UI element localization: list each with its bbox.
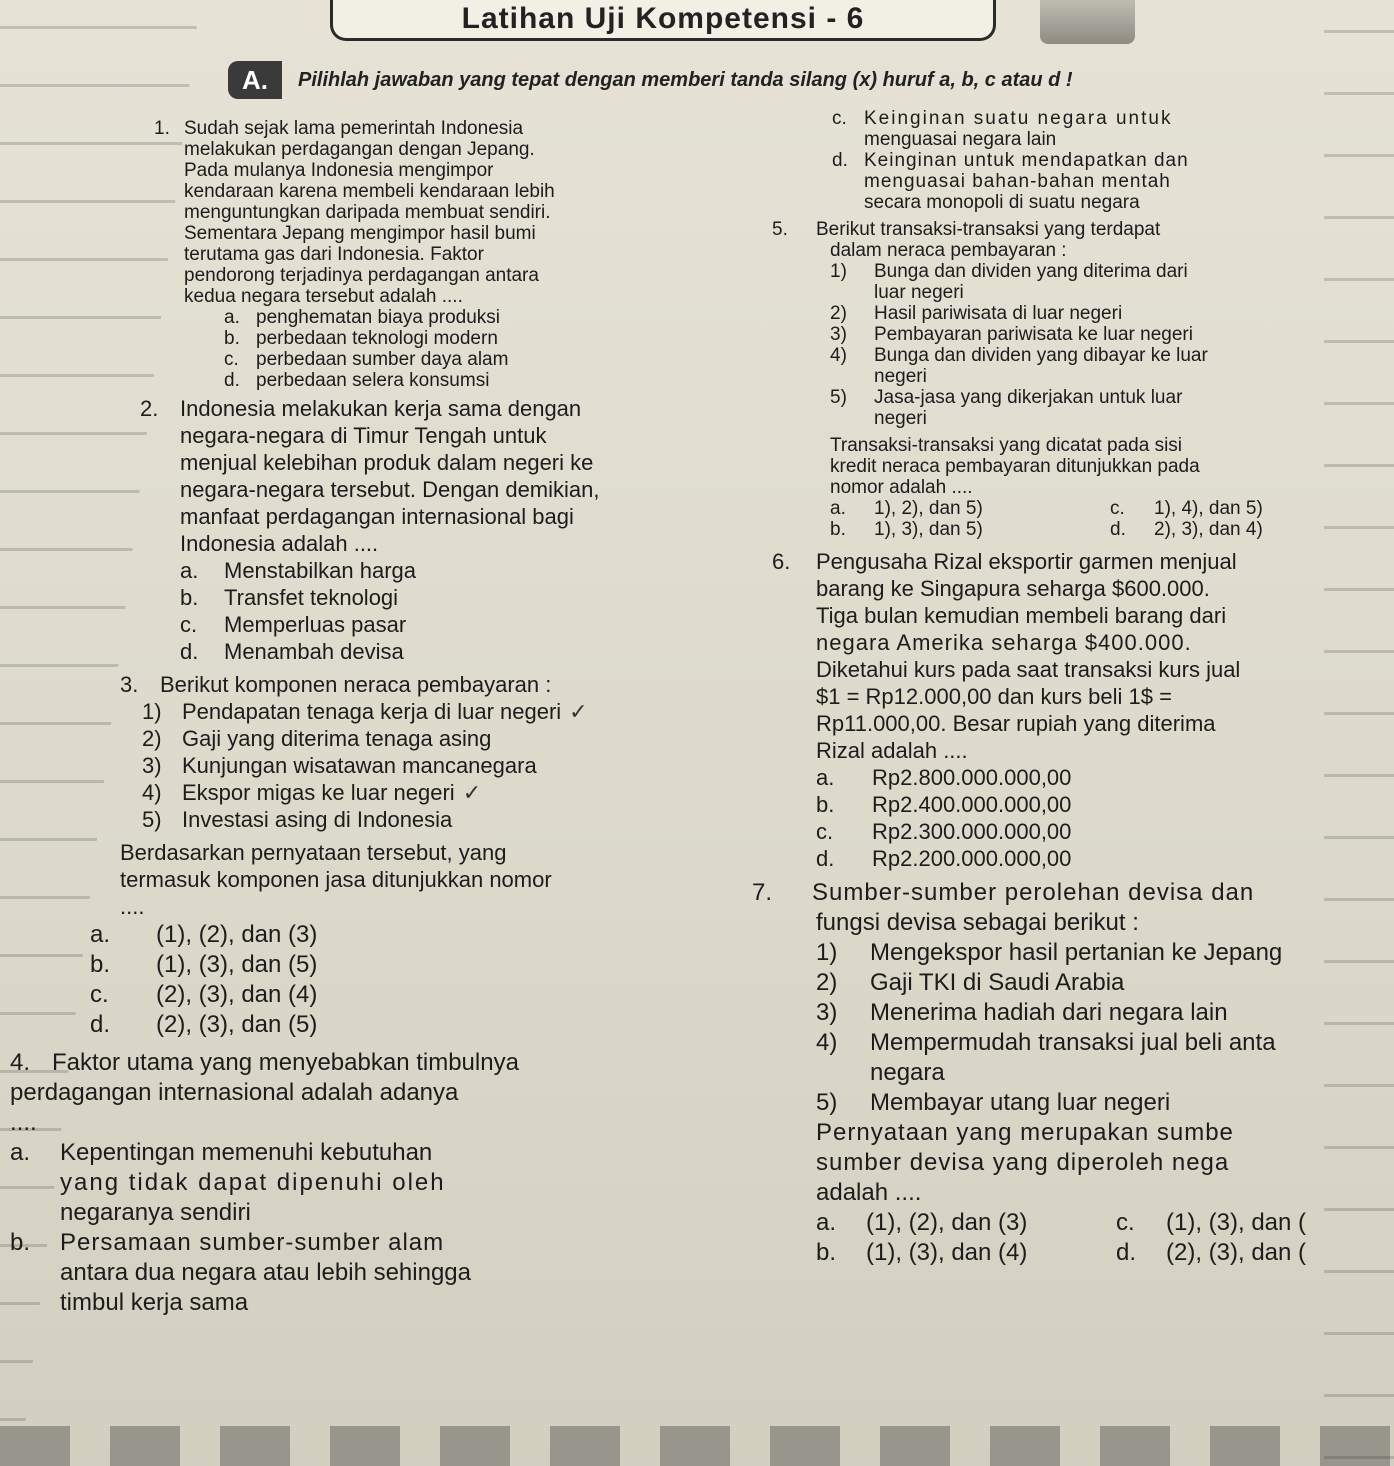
- list-item: 2) Gaji yang diterima tenaga asing: [142, 726, 492, 751]
- answer-option-a[interactable]: a. penghematan biaya produksi: [224, 307, 501, 328]
- list-item: 5) Membayar utang luar negeri: [816, 1089, 1171, 1116]
- answer-option-d[interactable]: d. Keinginan untuk mendapatkan dan menguasai bahan-bahan mentah secara monopoli di suatu negara: [832, 150, 1189, 213]
- computer-illustration: [1040, 0, 1135, 44]
- question-stem: fungsi devisa sebagai berikut :: [816, 909, 1139, 936]
- question-stem: menguntungkan daripada membuat sendiri.: [184, 202, 551, 223]
- question-number: 2.: [140, 396, 159, 421]
- border-decoration-bottom: [0, 1426, 1394, 1466]
- answer-option-a[interactable]: a. (1), (2), dan (3): [90, 921, 318, 948]
- question-stem: sumber devisa yang diperoleh nega: [816, 1149, 1230, 1176]
- list-item: 5) Jasa-jasa yang dikerjakan untuk luar negeri: [830, 387, 1183, 429]
- section-instruction: [228, 58, 1358, 102]
- question-stem: negara-negara tersebut. Dengan demikian,: [180, 477, 600, 502]
- question-stem: Pengusaha Rizal eksportir garmen menjual: [816, 549, 1237, 574]
- question-stem: pendorong terjadinya perdagangan antara: [184, 265, 539, 286]
- answer-option-c[interactable]: c. perbedaan sumber daya alam: [224, 349, 509, 370]
- question-stem: negara Amerika seharga $400.000.: [816, 630, 1192, 655]
- list-item: 2) Gaji TKI di Saudi Arabia: [816, 969, 1125, 996]
- answer-option-a[interactable]: a. Menstabilkan harga: [180, 558, 417, 583]
- question-stem: menjual kelebihan produk dalam negeri ke: [180, 450, 594, 475]
- question-number: 1.: [154, 118, 170, 139]
- question-stem: Sumber-sumber perolehan devisa dan: [812, 879, 1255, 906]
- answer-option-b[interactable]: b. (1), (3), dan (4): [816, 1239, 1028, 1266]
- question-stem: dalam neraca pembayaran :: [830, 240, 1067, 261]
- question-number: 6.: [772, 549, 791, 574]
- question-stem: ....: [120, 894, 145, 919]
- check-mark-icon: ✓: [569, 699, 588, 724]
- question-stem: barang ke Singapura seharga $600.000.: [816, 576, 1210, 601]
- answer-option-c[interactable]: c. Rp2.300.000.000,00: [816, 819, 1072, 844]
- question-number: 3.: [120, 672, 139, 697]
- answer-option-c[interactable]: c. 1), 4), dan 5): [1110, 498, 1263, 519]
- right-column: [752, 108, 1382, 1272]
- question-stem: Indonesia melakukan kerja sama dengan: [180, 396, 582, 421]
- list-item: 1) Mengekspor hasil pertanian ke Jepang: [816, 939, 1283, 966]
- question-stem: Transaksi-transaksi yang dicatat pada sisi: [830, 435, 1183, 456]
- question-stem: Pada mulanya Indonesia mengimpor: [184, 160, 494, 181]
- list-item: 4) Ekspor migas ke luar negeri ✓: [142, 780, 482, 805]
- question-stem: Rp11.000,00. Besar rupiah yang diterima: [816, 711, 1216, 736]
- question-stem: Rizal adalah ....: [816, 738, 968, 763]
- question-stem: Tiga bulan kemudian membeli barang dari: [816, 603, 1227, 628]
- question-stem: Faktor utama yang menyebabkan timbulnya: [52, 1049, 519, 1076]
- question-stem: Berikut komponen neraca pembayaran :: [160, 672, 552, 697]
- question-stem: Sementara Jepang mengimpor hasil bumi: [184, 223, 536, 244]
- instruction-text: Pilihlah jawaban yang tepat dengan memberi tanda silang (x) huruf a, b, c atau d !: [298, 68, 1073, 91]
- question-4-continued: [832, 108, 1382, 213]
- question-stem: Indonesia adalah ....: [180, 531, 379, 556]
- question-stem: kredit neraca pembayaran ditunjukkan pada: [830, 456, 1200, 477]
- question-6: [772, 548, 1382, 872]
- question-5: [772, 219, 1382, 540]
- question-stem: melakukan perdagangan dengan Jepang.: [184, 139, 535, 160]
- question-stem: negara-negara di Timur Tengah untuk: [180, 423, 547, 448]
- answer-option-a[interactable]: a. (1), (2), dan (3): [816, 1209, 1028, 1236]
- answer-option-d[interactable]: d. 2), 3), dan 4): [1110, 519, 1263, 540]
- answer-option-b[interactable]: b. Persamaan sumber-sumber alam antara dua negara atau lebih sehingga timbul kerja sama: [10, 1229, 471, 1316]
- question-stem: Diketahui kurs pada saat transaksi kurs jual: [816, 657, 1241, 682]
- question-4: [10, 1048, 740, 1318]
- list-item: 5) Investasi asing di Indonesia: [142, 807, 453, 832]
- answer-option-d[interactable]: d. (2), (3), dan (5): [90, 1011, 318, 1038]
- question-stem: Berdasarkan pernyataan tersebut, yang: [120, 840, 507, 865]
- answer-option-b[interactable]: b. perbedaan teknologi modern: [224, 328, 498, 349]
- question-stem: Berikut transaksi-transaksi yang terdapat: [816, 219, 1161, 240]
- page-title: Latihan Uji Kompetensi - 6: [461, 2, 865, 35]
- answer-option-a[interactable]: a. Kepentingan memenuhi kebutuhan yang tidak dapat dipenuhi oleh negaranya sendiri: [10, 1139, 446, 1226]
- list-item: 3) Kunjungan wisatawan mancanegara: [142, 753, 537, 778]
- question-stem: ....: [10, 1109, 37, 1136]
- question-stem: manfaat perdagangan internasional bagi: [180, 504, 574, 529]
- list-item: 1) Bunga dan dividen yang diterima dari luar negeri: [830, 261, 1188, 303]
- answer-option-c[interactable]: c. Memperluas pasar: [180, 612, 407, 637]
- answer-option-d[interactable]: d. Menambah devisa: [180, 639, 404, 664]
- question-3: [90, 671, 740, 1040]
- list-item: 4) Mempermudah transaksi jual beli anta negara: [816, 1029, 1276, 1086]
- question-stem: adalah ....: [816, 1179, 922, 1206]
- answer-option-a[interactable]: a. 1), 2), dan 5): [830, 498, 983, 519]
- list-item: 3) Menerima hadiah dari negara lain: [816, 999, 1228, 1026]
- answer-option-b[interactable]: b. (1), (3), dan (5): [90, 951, 318, 978]
- answer-option-b[interactable]: b. Transfet teknologi: [180, 585, 399, 610]
- question-1: [120, 118, 740, 391]
- list-item: 1) Pendapatan tenaga kerja di luar negeri ✓: [142, 699, 588, 724]
- question-stem: Sudah sejak lama pemerintah Indonesia: [184, 118, 524, 139]
- answer-option-d[interactable]: d. perbedaan selera konsumsi: [224, 370, 490, 391]
- question-stem: perdagangan internasional adalah adanya: [10, 1079, 459, 1106]
- answer-option-c[interactable]: c. Keinginan suatu negara untuk menguasai negara lain: [832, 108, 1173, 150]
- section-badge: A.: [228, 61, 282, 99]
- question-stem: kendaraan karena membeli kendaraan lebih: [184, 181, 555, 202]
- answer-option-a[interactable]: a. Rp2.800.000.000,00: [816, 765, 1072, 790]
- question-stem: nomor adalah ....: [830, 477, 973, 498]
- answer-option-c[interactable]: c. (2), (3), dan (4): [90, 981, 318, 1008]
- left-column: [10, 118, 740, 1322]
- page-header: [330, 0, 996, 41]
- question-stem: $1 = Rp12.000,00 dan kurs beli 1$ =: [816, 684, 1172, 709]
- question-2: [120, 395, 740, 665]
- list-item: 4) Bunga dan dividen yang dibayar ke luar negeri: [830, 345, 1208, 387]
- check-mark-icon: ✓: [462, 780, 482, 805]
- answer-option-d[interactable]: d. Rp2.200.000.000,00: [816, 846, 1072, 871]
- answer-option-c[interactable]: c. (1), (3), dan (: [1116, 1209, 1307, 1236]
- question-stem: termasuk komponen jasa ditunjukkan nomor: [120, 867, 552, 892]
- question-stem: terutama gas dari Indonesia. Faktor: [184, 244, 484, 265]
- list-item: 3) Pembayaran pariwisata ke luar negeri: [830, 324, 1193, 345]
- question-stem: Pernyataan yang merupakan sumbe: [816, 1119, 1234, 1146]
- answer-option-d[interactable]: d. (2), (3), dan (: [1116, 1239, 1307, 1266]
- list-item: 2) Hasil pariwisata di luar negeri: [830, 303, 1123, 324]
- question-number: 5.: [772, 219, 788, 240]
- answer-option-b[interactable]: b. 1), 3), dan 5): [830, 519, 983, 540]
- question-number: 4.: [10, 1049, 31, 1076]
- question-7: [752, 878, 1382, 1268]
- question-number: 7.: [752, 879, 773, 906]
- answer-option-b[interactable]: b. Rp2.400.000.000,00: [816, 792, 1072, 817]
- question-stem: kedua negara tersebut adalah ....: [184, 286, 463, 307]
